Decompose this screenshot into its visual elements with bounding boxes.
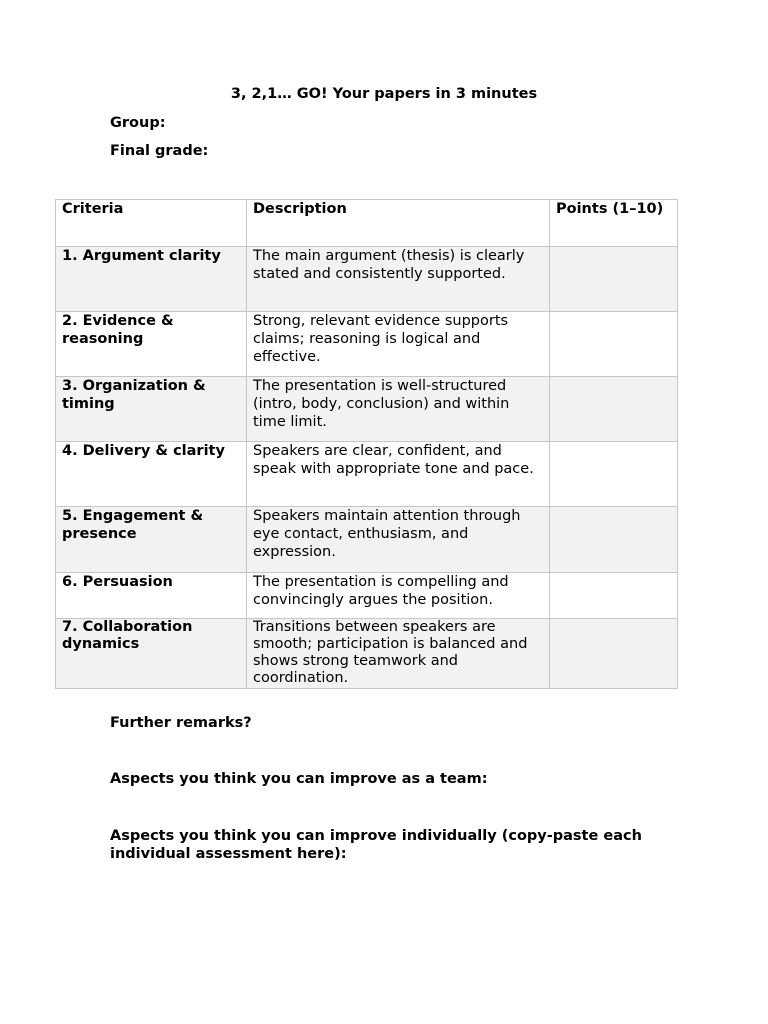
points-cell[interactable]: [550, 312, 678, 377]
header-points: Points (1–10): [550, 200, 678, 247]
criterion-cell: 3. Organization & timing: [56, 377, 247, 442]
description-cell: Strong, relevant evidence supports claims; reasoning is logical and effective.: [247, 312, 550, 377]
table-row: [56, 573, 678, 619]
description-cell: The presentation is well-structured (intro, body, conclusion) and within time limit.: [247, 377, 550, 442]
table-row: [56, 377, 678, 442]
table-row: [56, 619, 678, 689]
criterion-cell: 6. Persuasion: [56, 573, 247, 619]
header-criteria: Criteria: [56, 200, 247, 247]
table-row: [56, 312, 678, 377]
criterion-cell: 1. Argument clarity: [56, 247, 247, 312]
criterion-cell: 5. Engagement & presence: [56, 507, 247, 573]
final-grade-label: Final grade:: [110, 143, 209, 159]
points-cell[interactable]: [550, 247, 678, 312]
table-header-row: [56, 200, 678, 247]
table-row: [56, 442, 678, 507]
description-cell: Speakers are clear, confident, and speak with appropriate tone and pace.: [247, 442, 550, 507]
group-label: Group:: [110, 115, 166, 131]
table-row: [56, 247, 678, 312]
further-remarks-label: Further remarks?: [110, 715, 252, 731]
description-cell: Transitions between speakers are smooth; participation is balanced and shows strong teamwork and coordination.: [247, 619, 550, 689]
document-title: 3, 2,1… GO! Your papers in 3 minutes: [230, 86, 538, 102]
individual-improvement-label: Aspects you think you can improve individually (copy-paste each individual assessment here):: [110, 828, 642, 862]
criterion-cell: 7. Collaboration dynamics: [56, 619, 247, 689]
header-description: Description: [247, 200, 550, 247]
points-cell[interactable]: [550, 442, 678, 507]
rubric-table: [55, 199, 678, 689]
criterion-cell: 2. Evidence & reasoning: [56, 312, 247, 377]
table-row: [56, 507, 678, 573]
description-cell: Speakers maintain attention through eye contact, enthusiasm, and expression.: [247, 507, 550, 573]
points-cell[interactable]: [550, 619, 678, 689]
points-cell[interactable]: [550, 377, 678, 442]
criterion-cell: 4. Delivery & clarity: [56, 442, 247, 507]
description-cell: The main argument (thesis) is clearly stated and consistently supported.: [247, 247, 550, 312]
points-cell[interactable]: [550, 507, 678, 573]
description-cell: The presentation is compelling and convincingly argues the position.: [247, 573, 550, 619]
team-improvement-label: Aspects you think you can improve as a team:: [110, 771, 488, 787]
points-cell[interactable]: [550, 573, 678, 619]
